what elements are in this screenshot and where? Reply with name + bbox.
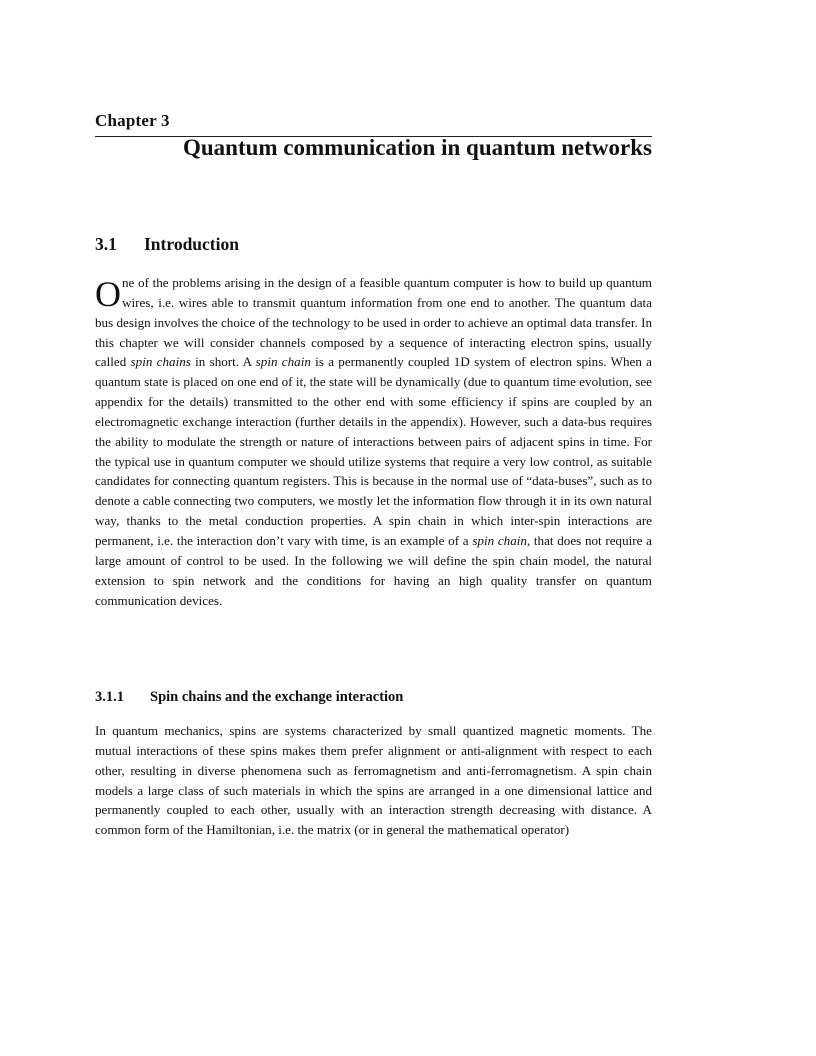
chapter-title: Quantum communication in quantum networks: [182, 135, 652, 160]
section-number: 3.1: [95, 234, 117, 254]
chapter-label: Chapter 3: [95, 111, 170, 130]
intro-text-3: is a permanently coupled 1D system of electron spins. When a quantum state is placed on one end of it, the state will be dynamically (due to quantum time evolution, see appendix for the details) transmitted to the other end with some efficiency if spins are coupled by an electromagnetic exchange interaction (further details in the appendix). However, such a data-bus requires the ability to modulate the strength or nature of interactions between pairs of adjacent spins in time. For the typical use in quantum computer we should utilize systems that require a very low control, as suitable candidates for connecting quantum registers. This is because in the normal use of “data-buses”, such as to denote a cable connecting two computers, we mostly let the information flow through it in its own natural way, thanks to the metal conduction properties. A spin chain in which inter-spin interactions are permanent, i.e. the interaction don’t vary with time, is an example of a: [95, 354, 652, 548]
intro-text-1: ne of the problems arising in the design of a feasible quantum computer is how to build up quantum wires, i.e. wires able to transmit quantum information from one end to another. The quantum data bus design involves the choice of the technology to be used in order to achieve an optimal data transfer. In this chapter we will consider channels composed by a sequence of interacting electron spins, usually called: [95, 275, 652, 370]
subsection-title: Spin chains and the exchange interaction: [150, 689, 404, 705]
subsection-heading: [95, 689, 403, 706]
intro-em-3: spin chain: [472, 532, 527, 548]
intro-em-2: spin chain: [255, 354, 311, 370]
intro-text-2: in short. A: [190, 354, 256, 370]
subsection-number: 3.1.1: [95, 689, 124, 705]
body-paragraph: In quantum mechanics, spins are systems characterized by small quantized magnetic moments. The mutual interactions of these spins makes them prefer alignment or anti-alignment with respect to each other, resulting in diverse phenomena such as ferromagnetism and anti-ferromagnetism. A spin chain models a large class of such materials in which the spins are arranged in a one dimensional lattice and permanently coupled to each other, usually with an interaction strength decreasing with distance. A common form of the Hamiltonian, i.e. the matrix (or in general the mathematical operator): [95, 723, 652, 838]
intro-paragraph: [95, 273, 652, 610]
section-title: Introduction: [144, 234, 239, 254]
section-heading: [95, 234, 239, 255]
intro-em-1: spin chains: [130, 354, 191, 370]
intro-text-4: , that does not require a large amount of control to be used. In the following we will define the spin chain model, the natural extension to spin network and the conditions for having an high quality transfer on quantum communication devices.: [95, 532, 652, 608]
drop-cap: O: [95, 274, 121, 314]
